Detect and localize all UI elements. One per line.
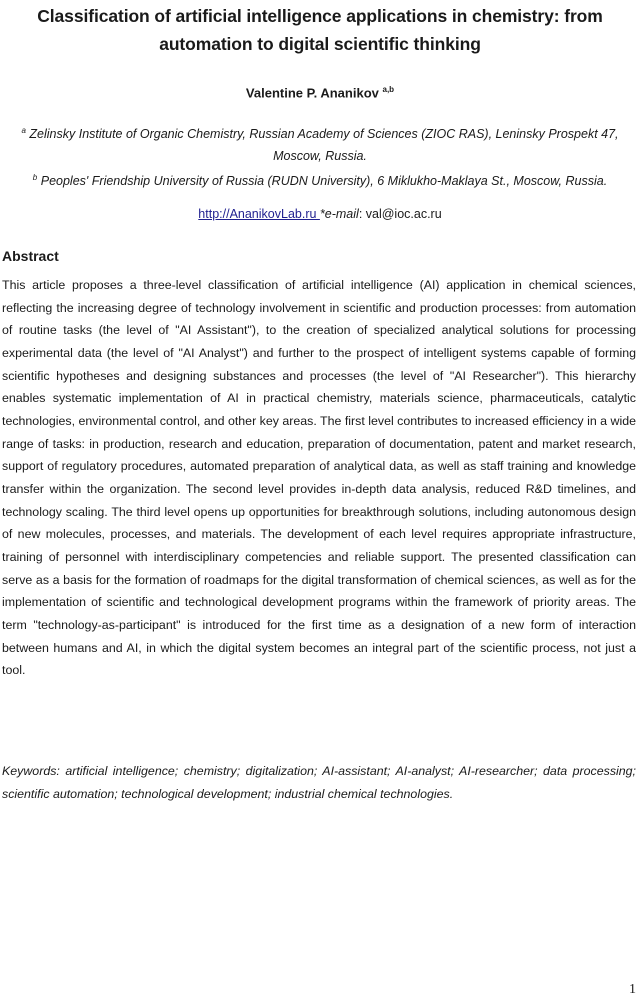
keywords-label: Keywords (2, 764, 57, 778)
abstract-body: This article proposes a three-level classification of artificial intelligence (AI) application in chemical sciences, reflecting the increasing degree of technology involvement in scientific and production processes: from automation of routine tasks (the level of "AI Assistant"), to the creation of specialized analytical solutions for processing experimental data (the level of "AI Analyst") and further to the prospect of intelligent systems capable of forming scientific hypotheses and designing substances and processes (the level of "AI Researcher"). This hierarchy enables systematic implementation of AI in practical chemistry, materials science, pharmaceuticals, catalytic technologies, environmental control, and other key areas. The first level contributes to increased efficiency in a wide range of tasks: in production, research and education, preparation of documentation, patent and market research, support of regulatory procedures, automated preparation of analytical data, as well as staff training and knowledge transfer within the organization. The second level provides in-depth data analysis, reduced R&D timelines, and technology scaling. The third level opens up opportunities for breakthrough solutions, including autonomous design of new molecules, processes, and materials. The development of each level requires appropriate infrastructure, training of personnel with interdisciplinary competencies and reliable support. The presented classification can serve as a basis for the formation of roadmaps for the digital transformation of chemical sciences, as well as for the implementation of scientific and technological development programs within the framework of priority areas. The term "technology-as-participant" is introduced for the first time as a designation of a new form of interaction between humans and AI, in which the digital system becomes an integral part of the scientific process, not just a tool. (2, 278, 636, 678)
keywords-paragraph (2, 760, 636, 805)
website-link[interactable]: http://AnanikovLab.ru (198, 207, 320, 221)
email-address: val@ioc.ac.ru (365, 207, 442, 221)
affiliation-text: Zelinsky Institute of Organic Chemistry, Russian Academy of Sciences (ZIOC RAS), Leninsky Prospekt 47, Moscow, Russia. (29, 127, 619, 163)
page-number: 1 (629, 982, 636, 997)
author-affiliation-marks: a,b (382, 85, 395, 94)
email-separator: : (358, 207, 366, 221)
author-line (0, 81, 640, 102)
affiliation-b (20, 167, 620, 193)
affiliation-a (20, 120, 620, 167)
contact-line (0, 205, 640, 223)
keywords-list: : artificial intelligence; chemistry; digitalization; AI-assistant; AI-analyst; AI-researcher; data processing; scientific automation; technological development; industrial chemical technologies. (2, 764, 636, 801)
affiliation-text: Peoples' Friendship University of Russia (RUDN University), 6 Miklukho-Maklaya St., Moscow, Russia. (40, 174, 608, 189)
affiliation-marker: a (21, 126, 26, 135)
affiliations (20, 120, 620, 193)
affiliation-marker: b (32, 173, 38, 183)
author-name: Valentine P. Ananikov (245, 85, 379, 101)
abstract-heading: Abstract (2, 248, 59, 264)
email-label: *e-mail (319, 207, 359, 221)
paper-title: Classification of artificial intelligence applications in chemistry: from automation to digital scientific thinking (37, 6, 603, 54)
